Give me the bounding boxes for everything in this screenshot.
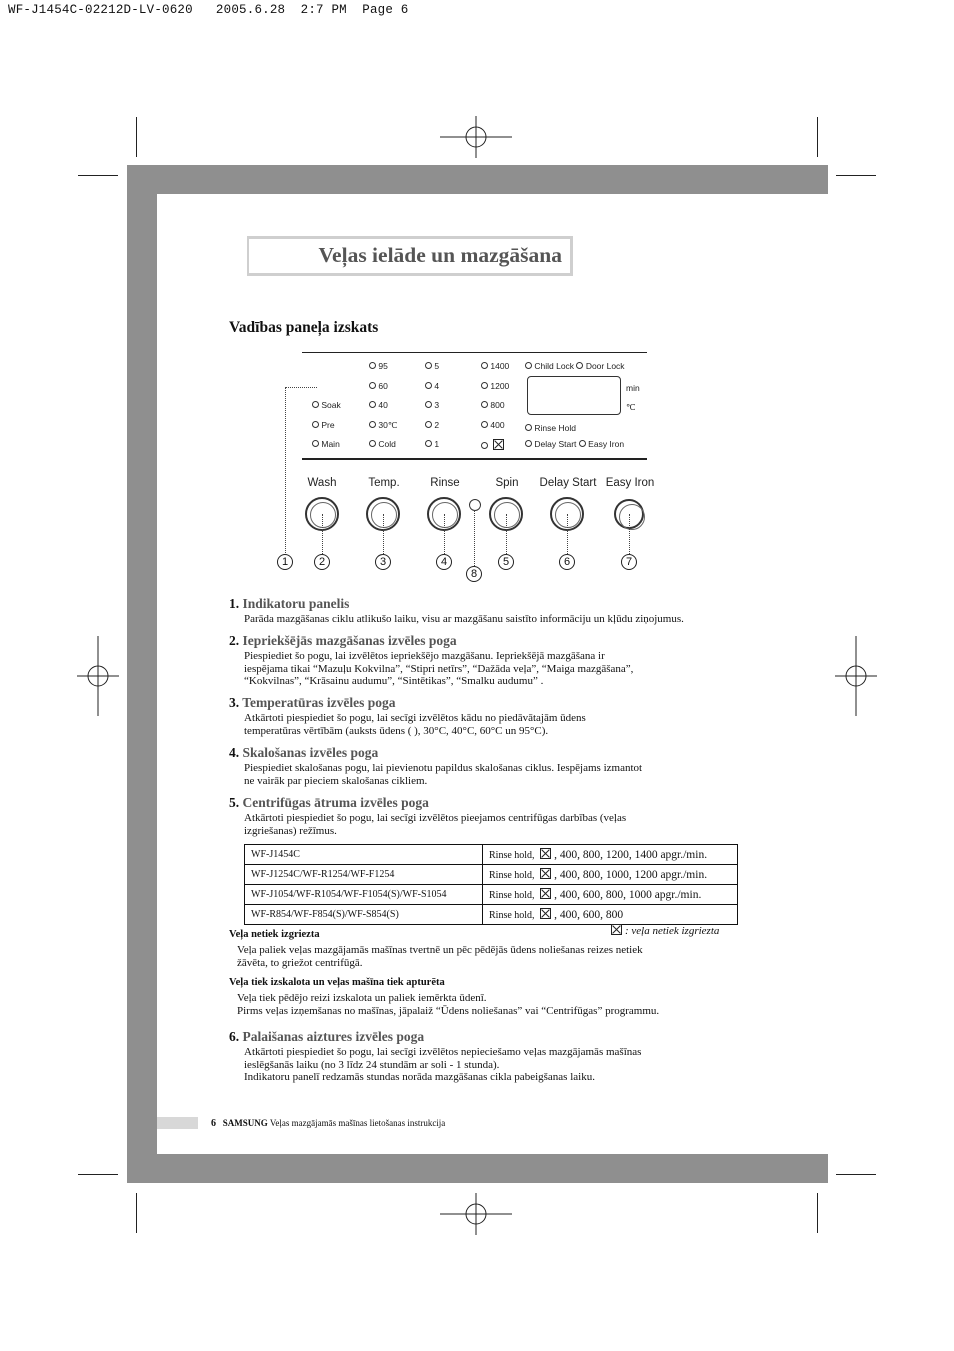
callout-7: 7: [621, 554, 637, 570]
footer-text: Veļas mazgājamās mašīnas lietošanas instrukcija: [269, 1118, 446, 1128]
no-spin-icon: [540, 868, 551, 879]
soak-indicator: Soak: [312, 400, 341, 410]
callout-2: 2: [314, 554, 330, 570]
callout-1: 1: [277, 554, 293, 570]
spin-indicator: 1400: [481, 361, 509, 371]
temp-label: Temp.: [368, 477, 400, 489]
rinse-indicator: 1: [425, 439, 439, 449]
speed-cell: Rinse hold, , 400, 600, 800, 1000 apgr./min.: [483, 885, 738, 905]
section-heading: Vadības paneļa izskats: [229, 319, 379, 336]
callout-6: 6: [559, 554, 575, 570]
main-indicator: Main: [312, 439, 340, 449]
note-2-heading: Veļa tiek izskalota un veļas mašīna tiek apturēta: [229, 977, 445, 988]
pre-indicator: Pre: [312, 420, 335, 430]
model-cell: WF-J1254C/WF-R1254/WF-F1254: [245, 865, 483, 885]
item-1-text: Parāda mazgāšanas ciklu atlikušo laiku, visu ar mazgāšanu saistīto informāciju un kļūdu ziņojumus.: [244, 613, 684, 625]
note-2-text: Veļa tiek pēdējo reizi izskalota un paliek iemērkta ūdenī. Pirms veļas izņemšanas no mašīnas, jāpalaiž “Ūdens noliešanas” vai “Centrifūgas” programmu.: [237, 992, 660, 1017]
item-6-text: Atkārtoti piespiediet šo pogu, lai secīgi izvēlētos nepieciešamo veļas mazgājamās mašīnas ieslēgšanās laiku (no 3 līdz 24 stundām ar soli - 1 stunda). Indikatoru panelī redzamās stundas norāda mazgāšanas cikla pabeigšanas laiku.: [244, 1046, 642, 1083]
item-6-heading: 6. Palaišanas aiztures izvēles poga: [229, 1029, 425, 1044]
rinse-indicator: 2: [425, 420, 439, 430]
footer-tab: [157, 1117, 198, 1129]
rinse-indicator: 3: [425, 400, 439, 410]
registration-mark-top: [436, 116, 516, 158]
delay-start-indicator: Delay Start Easy Iron: [525, 439, 624, 449]
registration-mark-bottom: [436, 1193, 516, 1235]
brand-name: SAMSUNG: [222, 1118, 268, 1128]
delay-start-label: Delay Start: [539, 477, 597, 489]
model-cell: WF-J1054/WF-R1054/WF-F1054(S)/WF-S1054: [245, 885, 483, 905]
item-2-heading: 2. Iepriekšējās mazgāšanas izvēles poga: [229, 633, 457, 648]
wash-label: Wash: [307, 477, 337, 489]
note-1-heading: Veļa netiek izgriezta: [229, 929, 320, 940]
item-4-text: Piespiediet skalošanas pogu, lai pievienotu papildus skalošanas ciklus. Iespējams izmantot ne vairāk par pieciem skalošanas cikliem.: [244, 762, 643, 787]
registration-mark-right: [835, 636, 877, 716]
min-label: min: [626, 383, 640, 393]
item-5-heading: 5. Centrifūgas ātruma izvēles poga: [229, 795, 429, 810]
table-footnote: : veļa netiek izgriezta: [608, 924, 719, 937]
callout-4: 4: [436, 554, 452, 570]
spin-indicator: 400: [481, 420, 505, 430]
no-spin-icon: [611, 924, 622, 935]
note-1-text: Veļa paliek veļas mazgājamās mašīnas tvertnē un pēc pēdējās ūdens noliešanas reizes netiek žāvēta, to griežot centrifūgā.: [237, 944, 643, 969]
callout-3: 3: [375, 554, 391, 570]
left-bar: [127, 165, 157, 1183]
spin-indicator: 1200: [481, 381, 509, 391]
model-cell: WF-R854/WF-F854(S)/WF-S854(S): [245, 905, 483, 925]
temp-indicator: Cold: [369, 439, 396, 449]
bottom-bar: [127, 1154, 828, 1183]
temp-indicator: 95: [369, 361, 388, 371]
easy-iron-label: Easy Iron: [605, 477, 655, 489]
callout-5: 5: [498, 554, 514, 570]
speed-cell: Rinse hold, , 400, 800, 1000, 1200 apgr./min.: [483, 865, 738, 885]
item-4-heading: 4. Skalošanas izvēles poga: [229, 745, 379, 760]
child-lock-indicator: Child Lock Door Lock: [525, 361, 625, 371]
spin-speed-table: [244, 844, 738, 925]
item-1-heading: 1. Indikatoru panelis: [229, 596, 350, 611]
rinse-hold-indicator: Rinse Hold: [525, 423, 576, 433]
temp-indicator: 30℃: [369, 420, 397, 431]
no-spin-icon: [493, 439, 504, 450]
item-3-text: Atkārtoti piespiediet šo pogu, lai secīgi izvēlētos kādu no piedāvātajām ūdens temperatūras vērtībām (auksts ūdens ( ), 30°C, 40°C, 60°C un 95°C).: [244, 712, 586, 737]
print-header: WF-J1454C-02212D-LV-0620 2005.6.28 2:7 PM Page 6: [8, 3, 409, 17]
table-row: [245, 865, 738, 885]
page-title: Veļas ielāde un mazgāšana: [318, 243, 562, 267]
no-spin-indicator: [481, 439, 507, 451]
table-row: [245, 905, 738, 925]
rinse-indicator: 5: [425, 361, 439, 371]
callout-8: 8: [466, 566, 482, 582]
table-row: [245, 845, 738, 865]
spin-indicator: 800: [481, 400, 505, 410]
page-number: 6: [211, 1118, 216, 1129]
speed-cell: Rinse hold, , 400, 600, 800: [483, 905, 738, 925]
rinse-label: Rinse: [430, 477, 460, 489]
model-cell: WF-J1454C: [245, 845, 483, 865]
temp-unit-label: ℃: [626, 402, 636, 412]
item-5-text: Atkārtoti piespiediet šo pogu, lai secīgi izvēlētos pieejamos centrifūgas darbības (veļas izgriešanas) režīmus.: [244, 812, 627, 837]
top-bar: [127, 165, 828, 194]
display-window: [527, 376, 621, 415]
no-spin-icon: [540, 848, 551, 859]
speed-cell: Rinse hold, , 400, 800, 1200, 1400 apgr./min.: [483, 845, 738, 865]
registration-mark-left: [77, 636, 119, 716]
rinse-indicator: 4: [425, 381, 439, 391]
table-row: [245, 885, 738, 905]
item-2-text: Piespiediet šo pogu, lai izvēlētos iepriekšējo mazgāšanu. Iepriekšējā mazgāšana ir iespējama tikai “Mazuļu Kokvilna”, “Stipri netīrs”, “Dažāda veļa”, “Maiga mazgāšana”, “Kokvilnas”, “Krāsainu audumu”, “Sintētikas”, “Smalku audumu” .: [244, 650, 634, 687]
title-box: [247, 236, 573, 276]
no-spin-icon: [540, 888, 551, 899]
temp-indicator: 40: [369, 400, 388, 410]
temp-indicator: 60: [369, 381, 388, 391]
lock-icon: [469, 499, 481, 511]
item-3-heading: 3. Temperatūras izvēles poga: [229, 695, 396, 710]
spin-label: Spin: [495, 477, 519, 489]
page-footer: [211, 1118, 445, 1129]
no-spin-icon: [540, 908, 551, 919]
